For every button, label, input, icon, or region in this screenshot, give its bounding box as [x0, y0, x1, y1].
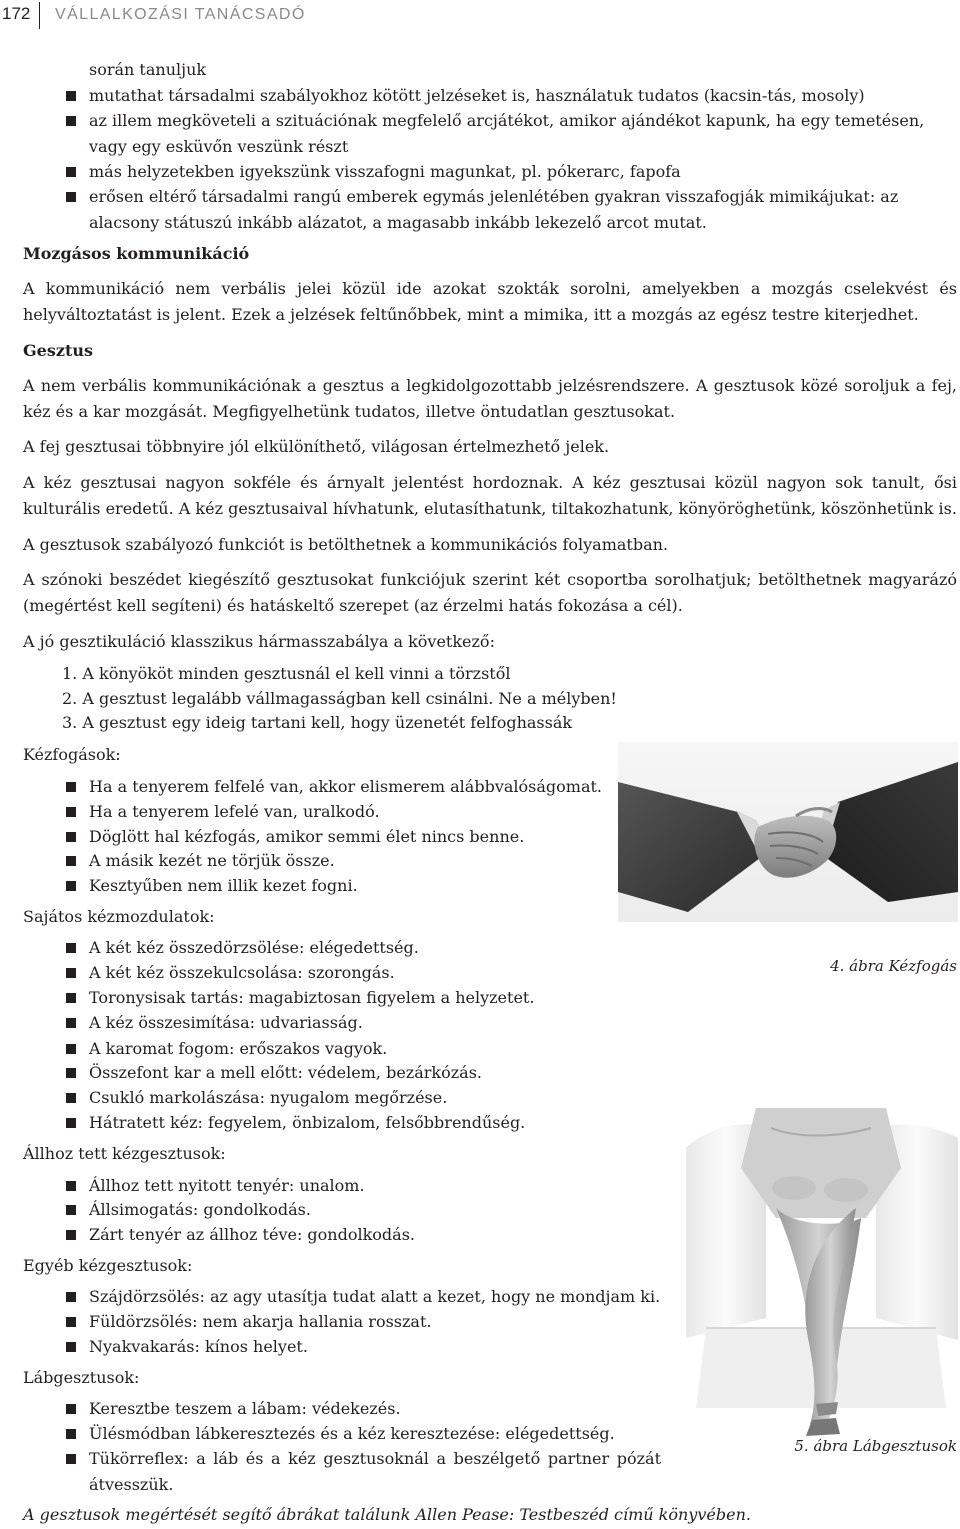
figure-caption: 5. ábra Lábgesztusok [794, 1437, 957, 1455]
list-item: Csukló markolászása: nyugalom megőrzése. [89, 1085, 447, 1111]
item-number: 2. [62, 689, 78, 708]
list-item: Ha a tenyerem felfelé van, akkor elismerem alábbvalóságomat. [89, 774, 602, 800]
paragraph: A kéz gesztusai nagyon sokféle és árnyalt jelentést hordoznak. A kéz gesztusai közül nagyon sok tanult, ősi kulturális eredetű. A kéz gesztusaival hívhatunk, elutasíthatunk, tiltakozhatunk, könyöröghetünk, köszönhetünk is. [23, 473, 957, 518]
list-item: A két kéz összedörzsölése: elégedettség. [89, 935, 419, 961]
item-text: A gesztust legalább vállmagasságban kell csinálni. Ne a mélyben! [82, 689, 617, 708]
list-item: Döglött hal kézfogás, amikor semmi élet nincs benne. [89, 824, 524, 850]
paragraph: A kommunikáció nem verbális jelei közül ide azokat szokták sorolni, amelyekben a mozgás cselekvést és helyváltoztatást is jelent. Ezek a jelzések feltűnőbbek, mint a mimika, itt a mozgás az egész testre kiterjedhet. [23, 279, 957, 324]
list-item: Összefont kar a mell előtt: védelem, bezárkózás. [89, 1060, 482, 1086]
item-text: A könyököt minden gesztusnál el kell vinni a törzstől [82, 664, 511, 683]
subsection-title: Sajátos kézmozdulatok: [23, 907, 215, 926]
item-number: 3. [62, 713, 78, 732]
item-number: 1. [62, 664, 78, 683]
numbered-item [62, 661, 510, 687]
list-item: mutathat társadalmi szabályokhoz kötött jelzéseket is, használatuk tudatos (kacsin-tás, mosoly) [89, 83, 939, 109]
list-item: Toronysisak tartás: magabiztosan figyelem a helyzetet. [89, 985, 534, 1011]
paragraph: A gesztusok szabályozó funkciót is betölthetnek a kommunikációs folyamatban. [23, 535, 669, 554]
numbered-item [62, 710, 572, 736]
item-text: A gesztust egy ideig tartani kell, hogy üzenetét felfoghassák [82, 713, 573, 732]
list-item: Tükörreflex: a láb és a kéz gesztusoknál a beszélgető partner pózát átvesszük. [89, 1446, 661, 1497]
figure-caption: 4. ábra Kézfogás [830, 957, 957, 975]
page-number: 172 [2, 4, 31, 23]
list-item: A két kéz összekulcsolása: szorongás. [89, 960, 395, 986]
list-item: erősen eltérő társadalmi rangú emberek egymás jelenlétében gyakran visszafogják mimikájukat: az alacsony státuszú inkább alázatot, a magasabb inkább lekezelő arcot mutat. [89, 184, 939, 235]
list-item: Hátratett kéz: fegyelem, önbizalom, felsőbbrendűség. [89, 1110, 525, 1136]
handshake-image [618, 742, 958, 922]
list-item: Állsimogatás: gondolkodás. [89, 1197, 311, 1223]
paragraph: A fej gesztusai többnyire jól elkülöníthető, világosan értelmezhető jelek. [23, 437, 610, 456]
subsection-title: Egyéb kézgesztusok: [23, 1256, 193, 1275]
list-item: A kéz összesimítása: udvariasság. [89, 1010, 363, 1036]
list-item: A másik kezét ne törjük össze. [89, 848, 335, 874]
list-item: Állhoz tett nyitott tenyér: unalom. [89, 1173, 365, 1199]
footer-note: A gesztusok megértését segítő ábrákat találunk Allen Pease: Testbeszéd című könyvében. [23, 1505, 751, 1524]
list-item: Keresztbe teszem a lábam: védekezés. [89, 1396, 401, 1422]
running-title: VÁLLALKOZÁSI TANÁCSADÓ [55, 6, 306, 23]
section-heading: Mozgásos kommunikáció [23, 244, 250, 263]
section-heading: Gesztus [23, 341, 93, 360]
list-item: Zárt tenyér az állhoz téve: gondolkodás. [89, 1222, 415, 1248]
subsection-title: Állhoz tett kézgesztusok: [23, 1144, 226, 1163]
list-item: Kesztyűben nem illik kezet fogni. [89, 873, 358, 899]
list-item: Ha a tenyerem lefelé van, uralkodó. [89, 799, 380, 825]
list-item: Ülésmódban lábkeresztezés és a kéz keresztezése: elégedettség. [89, 1421, 615, 1447]
list-item: A karomat fogom: erőszakos vagyok. [89, 1036, 387, 1062]
paragraph: A szónoki beszédet kiegészítő gesztusokat funkciójuk szerint két csoportba sorolhatjuk; betölthetnek magyarázó (megértést kell segíteni) és hatáskeltő szerepet (az érzelmi hatás fokozása a cél). [23, 570, 957, 615]
list-item: Füldörzsölés: nem akarja hallania rosszat. [89, 1309, 431, 1335]
subsection-title: Kézfogások: [23, 745, 121, 764]
list-item: Szájdörzsölés: az agy utasítja tudat alatt a kezet, hogy ne mondjam ki. [89, 1284, 660, 1310]
paragraph: A jó gesztikuláció klasszikus hármasszabálya a következő: [23, 632, 495, 651]
paragraph: A nem verbális kommunikációnak a gesztus a legkidolgozottabb jelzésrendszere. A gesztusok közé soroljuk a fej, kéz és a kar mozgását. Megfigyelhetünk tudatos, illetve öntudatlan gesztusokat. [23, 376, 957, 421]
numbered-item [62, 686, 617, 712]
subsection-title: Lábgesztusok: [23, 1368, 140, 1387]
running-header [0, 0, 960, 30]
crossed-legs-image [686, 1108, 958, 1438]
list-item: Nyakvakarás: kínos helyet. [89, 1334, 308, 1360]
list-item: más helyzetekben igyekszünk visszafogni magunkat, pl. pókerarc, fapofa [89, 159, 939, 185]
list-item: az illem megköveteli a szituációnak megfelelő arcjátékot, amikor ajándékot kapunk, ha egy temetésen, vagy egy esküvőn veszünk részt [89, 108, 939, 159]
intro-fragment: során tanuljuk [89, 60, 207, 79]
header-divider [39, 2, 40, 29]
